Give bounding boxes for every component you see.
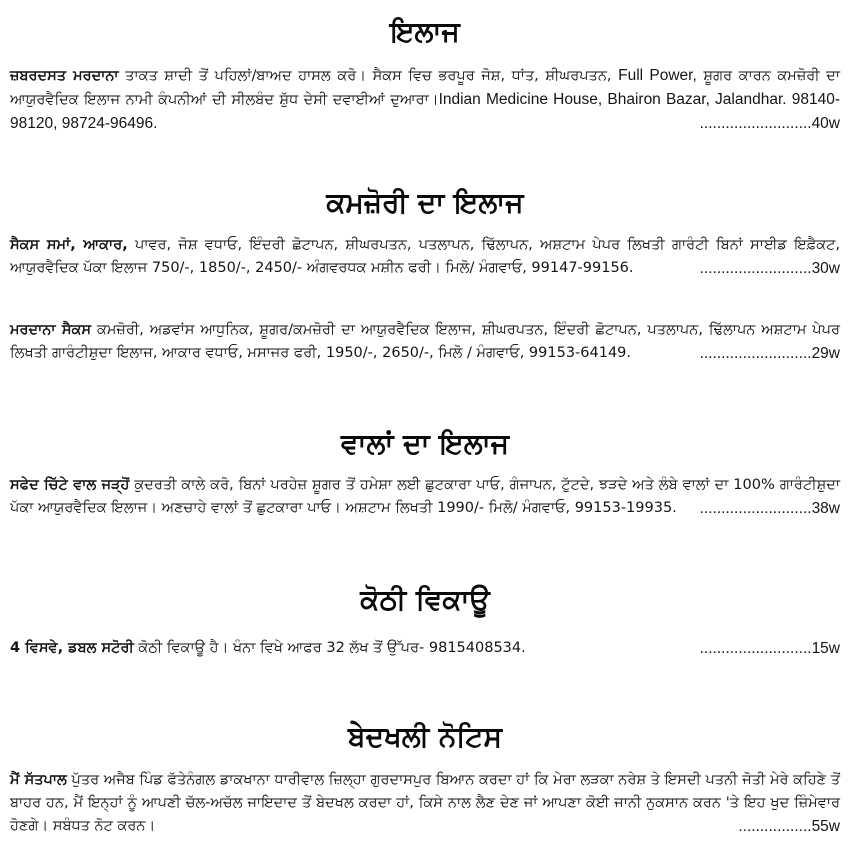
ad-text (10, 637, 840, 660)
ad-code-wrap (700, 342, 840, 365)
ad-code: 38w (811, 500, 840, 517)
classified-ad (10, 319, 840, 365)
classified-ad (10, 234, 840, 280)
ad-body-latin: Full Power, (618, 67, 697, 84)
ad-code-wrap (700, 257, 840, 280)
ad-code-wrap (700, 637, 840, 660)
ad-lead: ਜ਼ਬਰਦਸਤ ਮਰਦਾਨਾ (10, 68, 119, 84)
ad-code-wrap (700, 112, 840, 135)
ad-text (10, 474, 840, 520)
ad-lead: ਸੈਕਸ ਸਮਾਂ, ਆਕਾਰ, (10, 237, 128, 253)
ad-code: 29w (811, 345, 840, 362)
section-heading-house-for-sale: ਕੋਠੀ ਵਿਕਾਊ (360, 583, 490, 616)
classified-ad (10, 64, 840, 136)
section-heading-eviction-notice: ਬੇਦਖਲੀ ਨੋਟਿਸ (348, 720, 502, 753)
ad-leader-dots: .......................... (699, 345, 812, 362)
ad-leader-dots: .......................... (699, 260, 812, 277)
ad-code: 15w (811, 640, 840, 657)
ad-address: Indian Medicine House, Bhairon Bazar, Jalandhar. 98140-98120, 98724-96496. (10, 91, 840, 132)
classified-ad (10, 637, 840, 660)
ad-code-wrap (738, 815, 840, 838)
ad-leader-dots: .......................... (699, 500, 812, 517)
ad-body: ਪੁੱਤਰ ਅਜੈਬ ਪਿੰਡ ਫੱਤੇਨੰਗਲ ਡਾਕਖਾਨਾ ਧਾਰੀਵਾਲ ਜ਼ਿਲ੍ਹਾ ਗੁਰਦਾਸਪੁਰ ਬਿਆਨ ਕਰਦਾ ਹਾਂ ਕਿ ਮੇਰਾ ਲੜਕਾ ਨਰੇਸ਼ ਤੇ ਇਸਦੀ ਪਤਨੀ ਜੋਤੀ ਮੇਰੇ ਕਹਿਣੇ ਤੋਂ ਬਾਹਰ ਹਨ, ਮੈਂ ਇਨ੍ਹਾਂ ਨੂੰ ਆਪਣੀ ਚੱਲ-ਅਚੱਲ ਜਾਇਦਾਦ ਤੋਂ ਬੇਦਖਲ ਕਰਦਾ ਹਾਂ, ਕਿਸੇ ਨਾਲ ਲੈਣ ਦੇਣ ਜਾਂ ਆਪਣਾ ਕੋਈ ਜਾਨੀ ਨੁਕਸਾਨ ਕਰਨ 'ਤੇ ਇਹ ਖੁਦ ਜ਼ਿੰਮੇਵਾਰ ਹੋਣਗੇ। ਸਬੰਧਤ ਨੋਟ ਕਰਨ। (10, 772, 840, 834)
ad-lead: 4 ਵਿਸਵੇ, ਡਬਲ ਸਟੋਰੀ (10, 640, 134, 656)
ad-body: ਤਾਕਤ ਸ਼ਾਦੀ ਤੋਂ ਪਹਿਲਾਂ/ਬਾਅਦ ਹਾਸਲ ਕਰੋ। ਸੈਕਸ ਵਿਚ ਭਰਪੂਰ ਜੋਸ਼, ਧਾਂਤ, ਸ਼ੀਘਰਪਤਨ, (118, 68, 619, 84)
ad-code: 40w (811, 115, 840, 132)
section-heading-weakness-treatment: ਕਮਜ਼ੋਰੀ ਦਾ ਇਲਾਜ (326, 186, 524, 219)
ad-leader-dots: ................. (738, 818, 812, 835)
ad-code: 55w (811, 818, 840, 835)
ad-text (10, 769, 840, 838)
ad-body-cont: ਸ਼ੂਗਰ ਕਾਰਨ ਕਮਜ਼ੋਰੀ ਦਾ ਆਯੁਰਵੈਦਿਕ ਇਲਾਜ ਨਾਮੀ ਕੰਪਨੀਆਂ ਦੀ ਸੀਲਬੰਦ ਸ਼ੁੱਧ ਦੇਸੀ ਦਵਾਈਆਂ ਦੁਆਰਾ। (10, 68, 841, 108)
ad-lead: ਮਰਦਾਨਾ ਸੈਕਸ (10, 322, 92, 338)
ad-text (10, 319, 840, 365)
ad-body: ਕੋਠੀ ਵਿਕਾਊ ਹੈ। ਖੰਨਾ ਵਿਖੇ ਆਫਰ 32 ਲੱਖ ਤੋਂ ਉੱਪਰ- 9815408534. (133, 640, 526, 656)
ad-code-wrap (700, 497, 840, 520)
ad-body: ਪਾਵਰ, ਜੋਸ਼ ਵਧਾਓ, ਇੰਦਰੀ ਛੋਟਾਪਨ, ਸ਼ੀਘਰਪਤਨ, ਪਤਲਾਪਨ, ਢਿੱਲਾਪਨ, ਅਸ਼ਟਾਮ ਪੇਪਰ ਲਿਖਤੀ ਗਾਰੰਟੀ ਬਿਨਾਂ ਸਾਈਡ ਇਫ਼ੈਕਟ, ਆਯੁਰਵੈਦਿਕ ਪੱਕਾ ਇਲਾਜ 750/-, 1850/-, 2450/- ਅੰਗਵਰਧਕ ਮਸ਼ੀਨ ਫਰੀ। ਮਿਲੋ/ ਮੰਗਵਾਓ, 99147-99156. (10, 237, 840, 276)
ad-leader-dots: .......................... (699, 640, 812, 657)
ad-lead: ਮੈਂ ਸੱਤਪਾਲ (10, 772, 67, 788)
classified-ad (10, 769, 840, 838)
ad-lead: ਸਫੇਦ ਚਿੱਟੇ ਵਾਲ ਜੜ੍ਹੋਂ (10, 477, 130, 493)
classified-ad (10, 474, 840, 520)
ad-body: ਕੁਦਰਤੀ ਕਾਲੇ ਕਰੋ, ਬਿਨਾਂ ਪਰਹੇਜ਼ ਸ਼ੂਗਰ ਤੋਂ ਹਮੇਸ਼ਾ ਲਈ ਛੁਟਕਾਰਾ ਪਾਓ, ਗੰਜਾਪਨ, ਟੁੱਟਦੇ, ਝੜਦੇ ਅਤੇ ਲੰਬੇ ਵਾਲਾਂ ਦਾ 100% ਗਾਰੰਟੀਸ਼ੁਦਾ ਪੱਕਾ ਆਯੁਰਵੈਦਿਕ ਇਲਾਜ। ਅਣਚਾਹੇ ਵਾਲਾਂ ਤੋਂ ਛੁਟਕਾਰਾ ਪਾਓ। ਅਸ਼ਟਾਮ ਲਿਖਤੀ 1990/- ਮਿਲੋ/ ਮੰਗਵਾਓ, 99153-19935. (10, 477, 840, 516)
ad-leader-dots: .......................... (699, 115, 812, 132)
section-heading-hair-treatment: ਵਾਲਾਂ ਦਾ ਇਲਾਜ (341, 427, 509, 460)
section-heading-treatment: ਇਲਾਜ (390, 15, 460, 48)
ad-text (10, 64, 840, 136)
ad-text (10, 234, 840, 280)
ad-code: 30w (811, 260, 840, 277)
ad-body: ਕਮਜ਼ੋਰੀ, ਅਡਵਾਂਸ ਆਧੁਨਿਕ, ਸ਼ੂਗਰ/ਕਮਜ਼ੋਰੀ ਦਾ ਆਯੁਰਵੈਦਿਕ ਇਲਾਜ, ਸ਼ੀਘਰਪਤਨ, ਇੰਦਰੀ ਛੋਟਾਪਨ, ਪਤਲਾਪਨ, ਢਿੱਲਾਪਨ ਅਸ਼ਟਾਮ ਪੇਪਰ ਲਿਖਤੀ ਗਾਰੰਟੀਸ਼ੁਦਾ ਇਲਾਜ, ਆਕਾਰ ਵਧਾਓ, ਮਸਾਜਰ ਫਰੀ, 1950/-, 2650/-, ਮਿਲੋ / ਮੰਗਵਾਓ, 99153-64149. (10, 322, 840, 361)
